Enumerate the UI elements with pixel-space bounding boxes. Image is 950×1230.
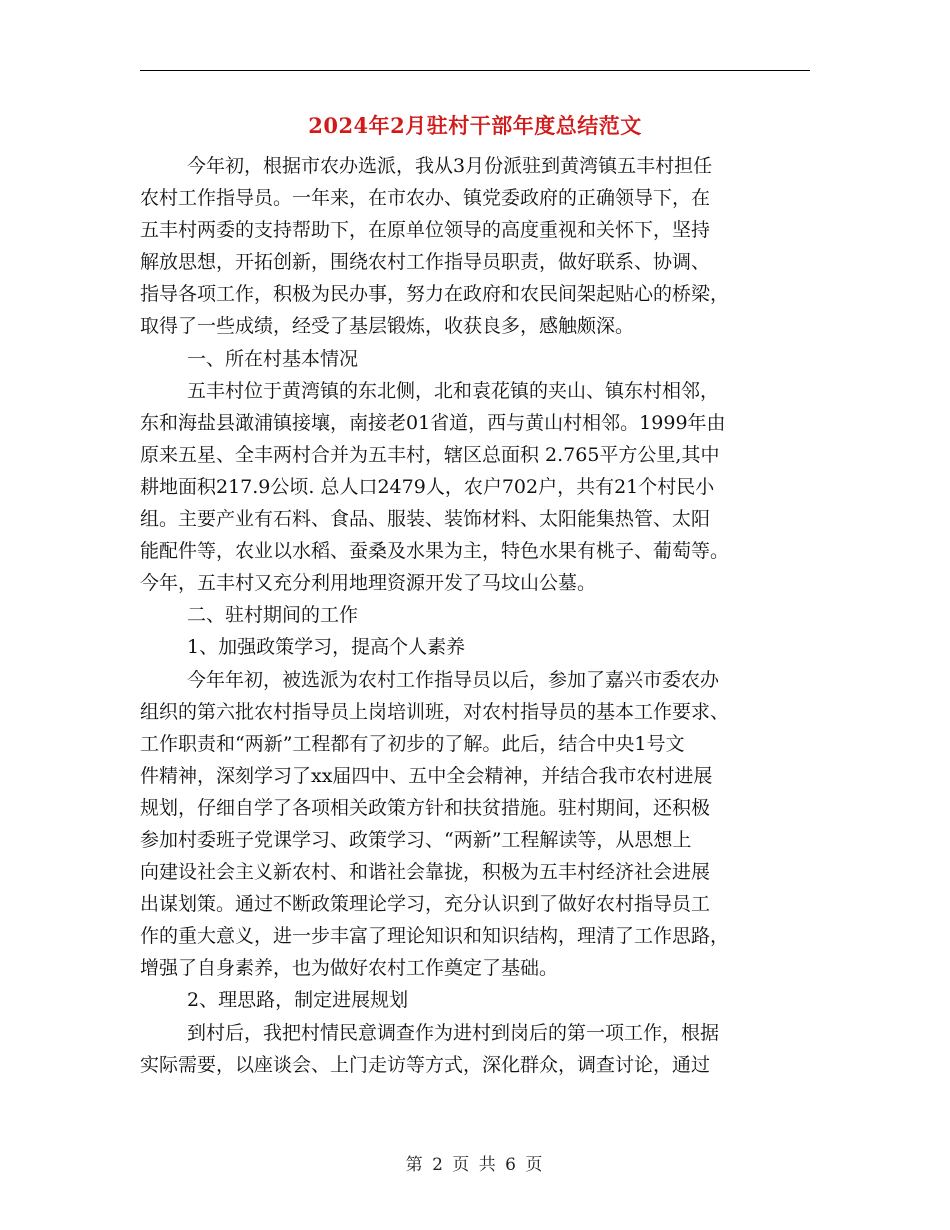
body-text [140,150,820,1081]
header-rule [140,70,810,71]
text-line: 工作职责和“两新”工程都有了初步的了解。此后，结合中央1号文 [140,732,685,755]
text-line: 五丰村位于黄湾镇的东北侧，北和袁花镇的夹山、镇东村相邻， [187,379,720,402]
text-line: 出谋划策。通过不断政策理论学习，充分认识到了做好农村指导员工 [140,893,711,916]
text-line: 实际需要，以座谈会、上门走访等方式，深化群众，调查讨论，通过 [140,1053,711,1076]
page-number: 第 2 页 共 6 页 [405,1155,545,1175]
text-line: 今年，五丰村又充分利用地理资源开发了马坟山公墓。 [140,572,597,595]
text-line: 2、理思路，制定进展规划 [187,989,409,1012]
text-line: 二、驻村期间的工作 [187,604,359,627]
text-line: 耕地面积217.9公顷. 总人口2479人，农户702户，共有21个村民小 [140,475,715,498]
text-line: 组。主要产业有石料、食品、服装、装饰材料、太阳能集热管、太阳 [140,508,711,531]
text-line: 一、所在村基本情况 [187,347,359,370]
text-line: 参加村委班子党课学习、政策学习、“两新”工程解读等，从思想上 [140,828,692,851]
text-line: 件精神，深刻学习了xx届四中、五中全会精神，并结合我市农村进展 [140,764,713,787]
text-line: 能配件等，农业以水稻、蚕桑及水果为主，特色水果有桃子、葡萄等。 [140,540,730,563]
text-line: 原来五星、全丰两村合并为五丰村，辖区总面积 2.765平方公里,其中 [140,443,720,466]
text-line: 解放思想，开拓创新，围绕农村工作指导员职责，做好联系、协调、 [140,251,711,274]
text-line: 向建设社会主义新农村、和谐社会靠拢，积极为五丰村经济社会进展 [140,861,711,884]
text-line: 增强了自身素养，也为做好农村工作奠定了基础。 [140,957,559,980]
document-title: 2024年2月驻村干部年度总结范文 [308,113,642,138]
text-line: 到村后，我把村情民意调查作为进村到岗后的第一项工作，根据 [187,1021,720,1044]
text-line: 作的重大意义，进一步丰富了理论知识和知识结构，理清了工作思路， [140,925,730,948]
text-line: 五丰村两委的支持帮助下，在原单位领导的高度重视和关怀下，坚持 [140,219,711,242]
text-line: 规划，仔细自学了各项相关政策方针和扶贫措施。驻村期间，还积极 [140,796,711,819]
text-line: 农村工作指导员。一年来，在市农办、镇党委政府的正确领导下，在 [140,187,711,210]
document-body [140,150,820,1081]
text-line: 1、加强政策学习，提高个人素养 [187,636,466,659]
text-line: 组织的第六批农村指导员上岗培训班，对农村指导员的基本工作要求、 [140,700,730,723]
text-line: 取得了一些成绩，经受了基层锻炼，收获良多，感触颇深。 [140,315,635,338]
text-line: 指导各项工作，积极为民办事，努力在政府和农民间架起贴心的桥梁， [140,283,730,306]
text-line: 今年初，根据市农办选派，我从3月份派驻到黄湾镇五丰村担任 [187,155,713,177]
text-line: 今年年初，被选派为农村工作指导员以后，参加了嘉兴市委农办 [187,668,720,691]
text-line: 东和海盐县澉浦镇接壤，南接老01省道，西与黄山村相邻。1999年由 [140,411,726,434]
